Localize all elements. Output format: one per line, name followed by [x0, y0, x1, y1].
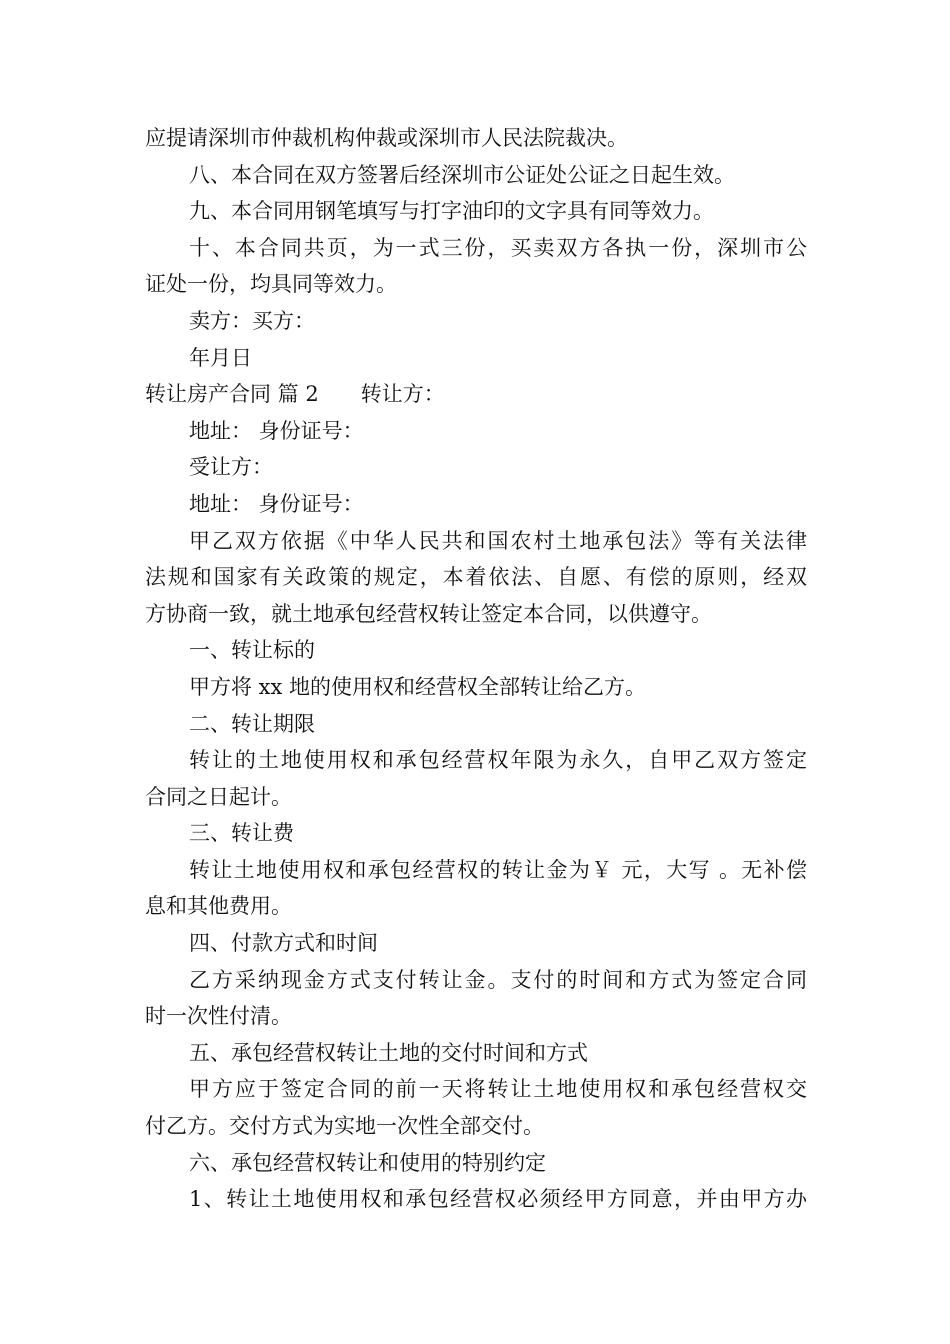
paragraph-line: 时一次性付清。	[145, 1004, 292, 1029]
section-heading: 转让房产合同 篇 2 转让方：	[145, 382, 445, 407]
paragraph-line: 法规和国家有关政策的规定，本着依法、自愿、有偿的原则，经双	[145, 565, 807, 590]
document-body	[145, 120, 807, 1218]
paragraph-line: 1、转让土地使用权和承包经营权必须经甲方同意，并由甲方办	[189, 1187, 807, 1212]
paragraph-line: 十、本合同共页，为一式三份，买卖双方各执一份，深圳市公	[189, 235, 807, 260]
paragraph-line: 息和其他费用。	[145, 894, 292, 919]
paragraph-line: 地址： 身份证号：	[189, 418, 364, 443]
paragraph-line: 甲乙双方依据《中华人民共和国农村土地承包法》等有关法律	[189, 528, 807, 553]
clause-heading: 三、转让费	[189, 821, 294, 846]
paragraph-line: 九、本合同用钢笔填写与打字油印的文字具有同等效力。	[189, 199, 714, 224]
clause-heading: 五、承包经营权转让土地的交付时间和方式	[189, 1040, 588, 1065]
signature-line: 卖方：买方：	[189, 308, 315, 333]
paragraph-line: 付乙方。交付方式为实地一次性全部交付。	[145, 1114, 544, 1139]
date-line: 年月日	[189, 345, 252, 370]
paragraph-line: 甲方将 xx 地的使用权和经营权全部转让给乙方。	[189, 674, 647, 699]
paragraph-line: 转让的土地使用权和承包经营权年限为永久，自甲乙双方签定	[189, 748, 807, 773]
clause-heading: 四、付款方式和时间	[189, 931, 378, 956]
clause-heading: 二、转让期限	[189, 711, 315, 736]
paragraph-line: 乙方采纳现金方式支付转让金。支付的时间和方式为签定合同	[189, 967, 807, 992]
paragraph-line: 方协商一致，就土地承包经营权转让签定本合同，以供遵守。	[145, 601, 712, 626]
clause-heading: 一、转让标的	[189, 638, 315, 663]
paragraph-line: 合同之日起计。	[145, 784, 292, 809]
paragraph-line: 甲方应于签定合同的前一天将转让土地使用权和承包经营权交	[189, 1077, 807, 1102]
paragraph-line: 地址： 身份证号：	[189, 491, 364, 516]
paragraph-line: 应提请深圳市仲裁机构仲裁或深圳市人民法院裁决。	[145, 126, 628, 150]
clause-heading: 六、承包经营权转让和使用的特别约定	[189, 1150, 546, 1175]
paragraph-line: 证处一份，均具同等效力。	[145, 272, 397, 297]
paragraph-line: 转让土地使用权和承包经营权的转让金为￥ 元，大写 。无补偿	[189, 857, 807, 882]
paragraph-line: 受让方：	[189, 455, 273, 480]
paragraph-line: 八、本合同在双方签署后经深圳市公证处公证之日起生效。	[189, 162, 735, 187]
